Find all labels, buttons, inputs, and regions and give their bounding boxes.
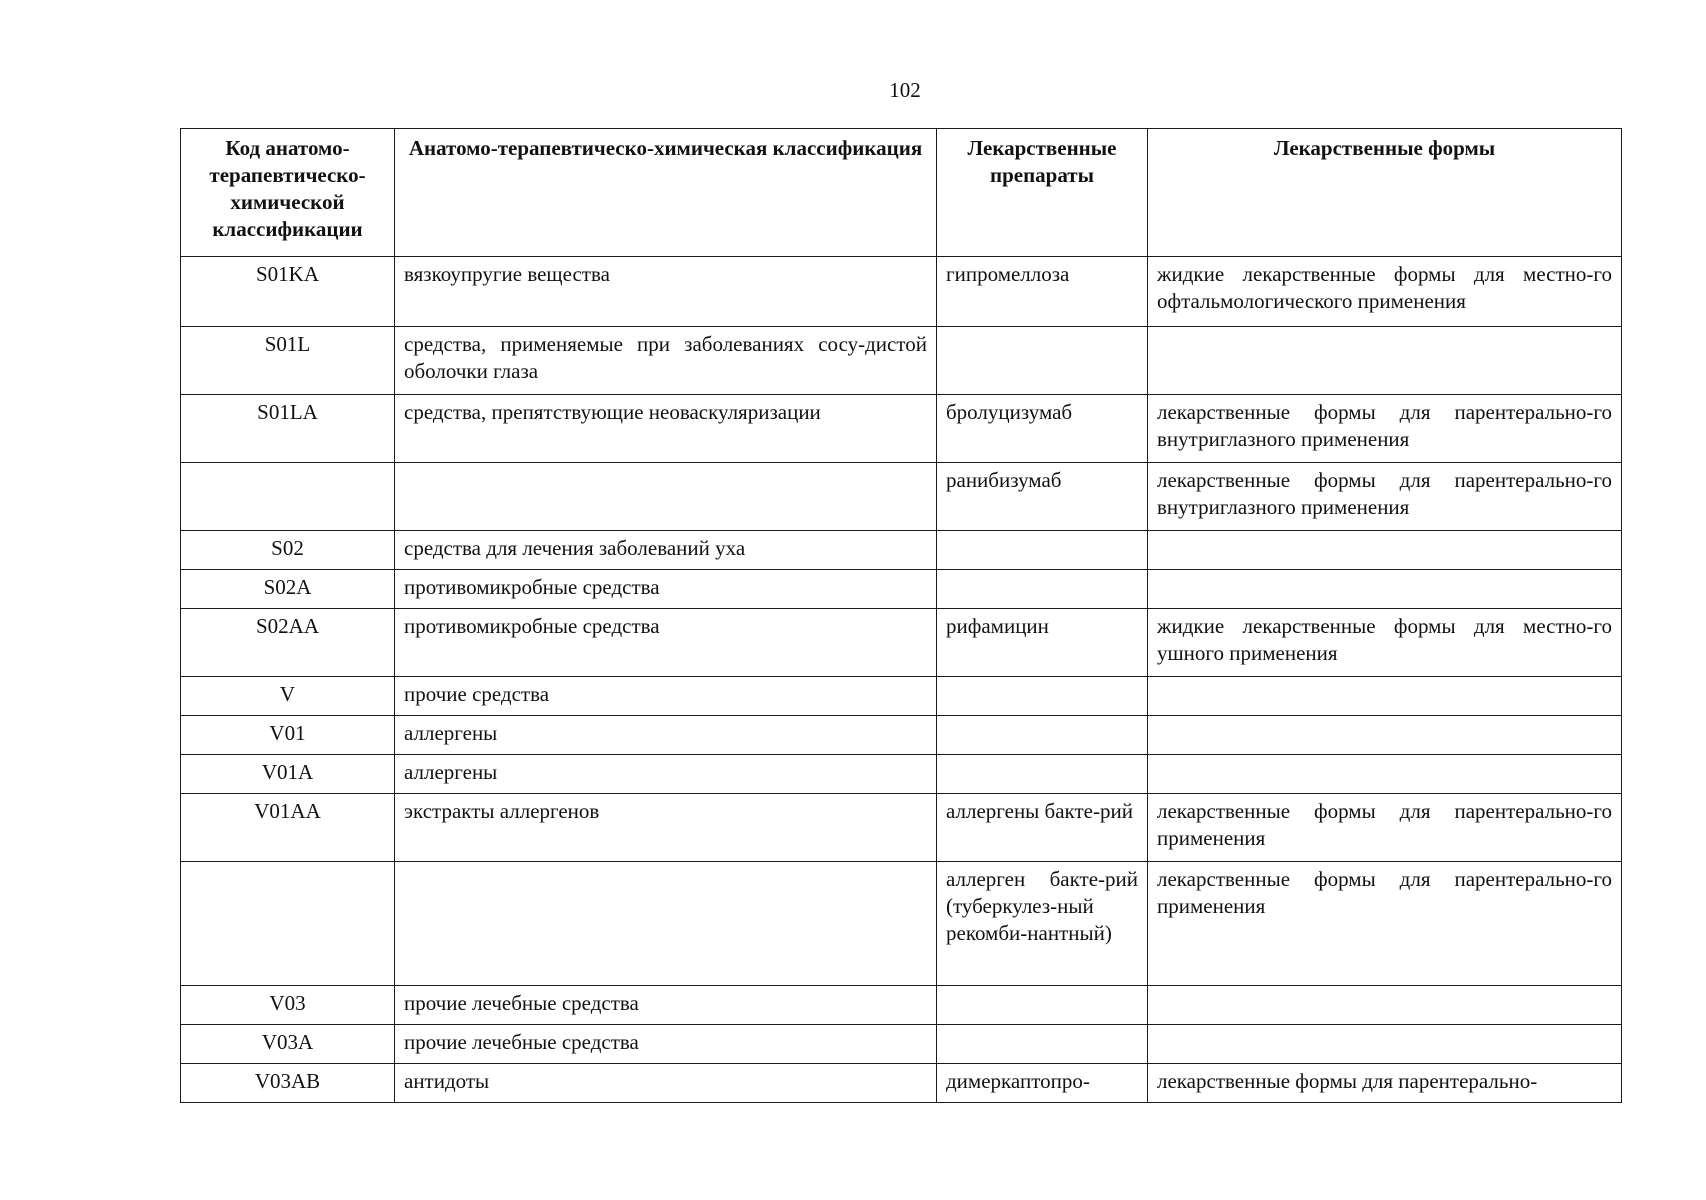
table-row (181, 986, 1622, 1025)
table-row (181, 570, 1622, 609)
dosage-form-cell (1148, 986, 1622, 1025)
classification-cell: вязкоупругие вещества (395, 257, 937, 327)
drug-cell: ранибизумаб (937, 463, 1148, 531)
atc-code-cell: S01LA (181, 395, 395, 463)
atc-code-cell: V03 (181, 986, 395, 1025)
header-atc-classification: Анатомо-терапевтическо-химическая классификация (395, 129, 937, 257)
table-row (181, 395, 1622, 463)
table-row (181, 1025, 1622, 1064)
dosage-form-cell (1148, 1025, 1622, 1064)
table-row (181, 463, 1622, 531)
drug-cell: димеркаптопро- (937, 1064, 1148, 1103)
classification-cell: противомикробные средства (395, 570, 937, 609)
table-row (181, 609, 1622, 677)
header-drugs: Лекарственные препараты (937, 129, 1148, 257)
dosage-form-cell: лекарственные формы для парентерально- (1148, 1064, 1622, 1103)
classification-cell: экстракты аллергенов (395, 794, 937, 862)
table-row (181, 327, 1622, 395)
dosage-form-cell: лекарственные формы для парентерально-го применения (1148, 862, 1622, 986)
dosage-form-cell (1148, 716, 1622, 755)
dosage-form-cell: лекарственные формы для парентерально-го внутриглазного применения (1148, 463, 1622, 531)
classification-cell: прочие лечебные средства (395, 986, 937, 1025)
classification-cell: антидоты (395, 1064, 937, 1103)
dosage-form-cell: жидкие лекарственные формы для местно-го офтальмологического применения (1148, 257, 1622, 327)
drug-cell: аллергены бакте-рий (937, 794, 1148, 862)
classification-cell: противомикробные средства (395, 609, 937, 677)
dosage-form-cell (1148, 327, 1622, 395)
atc-code-cell: V (181, 677, 395, 716)
drug-cell (937, 755, 1148, 794)
classification-cell (395, 463, 937, 531)
classification-cell: прочие лечебные средства (395, 1025, 937, 1064)
drug-cell (937, 570, 1148, 609)
atc-code-cell: S02A (181, 570, 395, 609)
atc-code-cell: V01 (181, 716, 395, 755)
atc-code-cell: S01L (181, 327, 395, 395)
header-atc-code: Код анатомо-терапевтическо-химической классификации (181, 129, 395, 257)
atc-code-cell (181, 463, 395, 531)
header-dosage-forms: Лекарственные формы (1148, 129, 1622, 257)
drug-cell (937, 986, 1148, 1025)
classification-cell: средства, применяемые при заболеваниях сосу-дистой оболочки глаза (395, 327, 937, 395)
dosage-form-cell (1148, 755, 1622, 794)
dosage-form-cell: жидкие лекарственные формы для местно-го ушного применения (1148, 609, 1622, 677)
page-number: 102 (889, 78, 921, 102)
drug-cell: рифамицин (937, 609, 1148, 677)
drug-cell: аллерген бакте-рий (туберкулез-ный рекомби-нантный) (937, 862, 1148, 986)
table-row (181, 257, 1622, 327)
drug-cell (937, 1025, 1148, 1064)
atc-code-cell: S02 (181, 531, 395, 570)
table-row (181, 716, 1622, 755)
drug-cell (937, 327, 1148, 395)
table-row (181, 794, 1622, 862)
drug-cell (937, 716, 1148, 755)
table-row (181, 677, 1622, 716)
classification-cell: аллергены (395, 755, 937, 794)
classification-cell: средства для лечения заболеваний уха (395, 531, 937, 570)
atc-code-cell: S01KA (181, 257, 395, 327)
atc-classification-table (180, 128, 1622, 1103)
table-row (181, 862, 1622, 986)
classification-cell: прочие средства (395, 677, 937, 716)
classification-cell: средства, препятствующие неоваскуляризации (395, 395, 937, 463)
atc-code-cell: V03A (181, 1025, 395, 1064)
table-row (181, 1064, 1622, 1103)
table-row (181, 531, 1622, 570)
atc-code-cell: S02AA (181, 609, 395, 677)
drug-cell: бролуцизумаб (937, 395, 1148, 463)
atc-code-cell (181, 862, 395, 986)
table-row (181, 755, 1622, 794)
dosage-form-cell (1148, 570, 1622, 609)
dosage-form-cell (1148, 677, 1622, 716)
table-header-row (181, 129, 1622, 257)
atc-code-cell: V01A (181, 755, 395, 794)
classification-cell (395, 862, 937, 986)
atc-code-cell: V01AA (181, 794, 395, 862)
dosage-form-cell: лекарственные формы для парентерально-го применения (1148, 794, 1622, 862)
classification-cell: аллергены (395, 716, 937, 755)
drug-cell: гипромеллоза (937, 257, 1148, 327)
atc-code-cell: V03AB (181, 1064, 395, 1103)
dosage-form-cell: лекарственные формы для парентерально-го внутриглазного применения (1148, 395, 1622, 463)
drug-cell (937, 677, 1148, 716)
drug-cell (937, 531, 1148, 570)
dosage-form-cell (1148, 531, 1622, 570)
